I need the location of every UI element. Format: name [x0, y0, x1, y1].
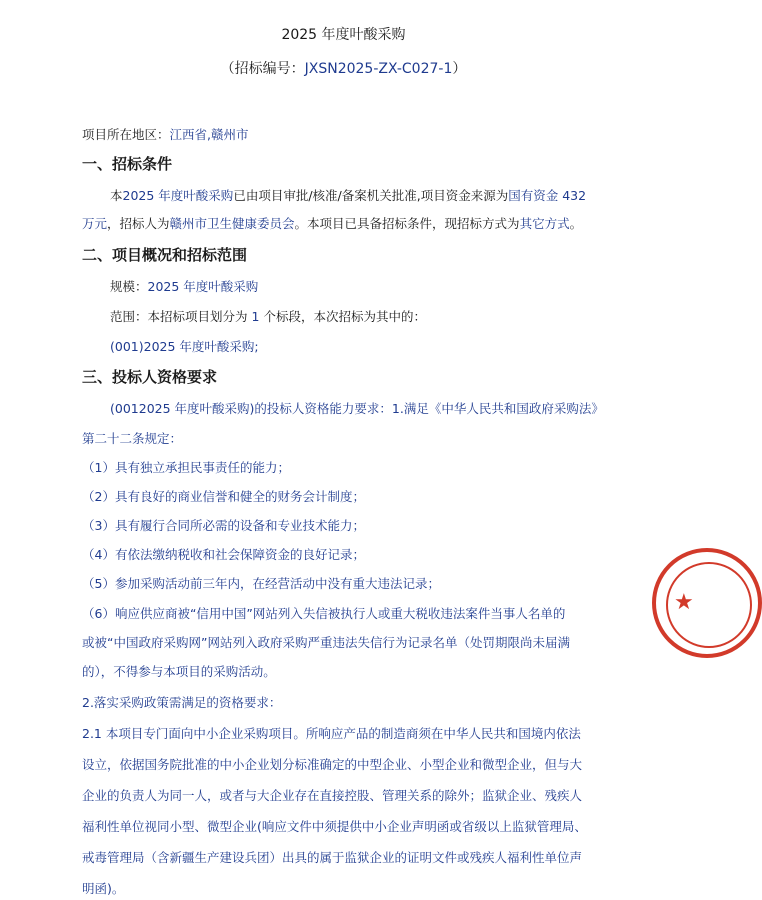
policy-line: 福利性单位视同小型、微型企业(响应文件中须提供中小企业声明函或省级以上监狱管理局、: [82, 819, 587, 834]
section1-line1: [110, 186, 586, 204]
section1-heading: 一、招标条件: [82, 155, 173, 173]
location-line: [82, 125, 249, 143]
policy-line: 明函)。: [82, 881, 125, 896]
section2-heading: 二、项目概况和招标范围: [82, 246, 248, 264]
s1-text-d: 。本项目已具备招标条件，现招标方式为: [294, 216, 520, 231]
section1-line2: [82, 214, 582, 232]
scope-count: 1: [251, 309, 260, 324]
policy-line: 设立，依据国务院批准的中小企业划分标准确定的中型企业、小型企业和微型企业，但与大: [82, 757, 583, 772]
qual-item: （1）具有独立承担民事责任的能力；: [82, 460, 290, 475]
policy-line: 戒毒管理局（含新疆生产建设兵团）出具的属于监狱企业的证明文件或残疾人福利性单位声: [82, 850, 583, 865]
location-label: 项目所在地区：: [82, 127, 170, 142]
s1-text-a: 本: [110, 188, 123, 203]
bid-number-value: JXSN2025-ZX-C027-1: [304, 61, 453, 77]
s1-text-c: 已由项目审批/核准/备案机关批准,项目资金来源为: [233, 188, 509, 203]
scale-line: [110, 277, 258, 295]
s1-project-name: 2025 年度叶酸采购: [122, 188, 234, 203]
s1-fund-unit: 万元: [82, 216, 108, 231]
qual-item: （3）具有履行合同所必需的设备和专业技术能力；: [82, 518, 365, 533]
scope-text-c: 个标段，本次招标为其中的：: [263, 309, 426, 324]
policy-line: 2.1 本项目专门面向中小企业采购项目。所响应产品的制造商须在中华人民共和国境内依法: [82, 726, 581, 741]
qual-item: （5）参加采购活动前三年内，在经营活动中没有重大违法记录；: [82, 576, 440, 591]
qual-item: 的），不得参与本项目的采购活动。: [82, 664, 276, 679]
s1-text-b: ，招标人为: [107, 216, 170, 231]
qual-intro-1: (0012025 年度叶酸采购)的投标人资格能力要求：1.满足《中华人民共和国政府采购法》: [110, 401, 604, 416]
policy-line: 企业的负责人为同一人，或者与大企业存在直接控股、管理关系的除外；监狱企业、残疾人: [82, 788, 583, 803]
scope-text-a: 范围：本招标项目划分为: [110, 309, 248, 324]
s1-text-f: 。: [569, 216, 583, 231]
qual-item: （4）有依法缴纳税收和社会保障资金的良好记录；: [82, 547, 365, 562]
bid-number: [0, 58, 687, 78]
s1-tenderer: 赣州市卫生健康委员会: [169, 216, 295, 231]
policy-heading: 2.落实采购政策需满足的资格要求：: [82, 695, 282, 710]
s1-method: 其它方式: [519, 216, 570, 231]
s1-fund-source: 国有资金 432: [508, 188, 587, 203]
qual-item: （2）具有良好的商业信誉和健全的财务会计制度；: [82, 489, 365, 504]
section3-heading: 三、投标人资格要求: [82, 368, 218, 386]
qual-item: 或被“中国政府采购网”网站列入政府采购严重违法失信行为记录名单（处罚期限尚未届满: [82, 635, 570, 650]
seal-star-icon: ★: [674, 590, 694, 615]
document-title: 2025 年度叶酸采购: [281, 27, 406, 43]
bid-number-close: ）: [452, 61, 467, 77]
lot-line: (001)2025 年度叶酸采购;: [110, 339, 259, 354]
bid-number-label: （招标编号：: [220, 61, 305, 77]
scale-value: 2025 年度叶酸采购: [147, 279, 259, 294]
location-value: 江西省,赣州市: [169, 127, 249, 142]
scale-label: 规模：: [110, 279, 148, 294]
scope-line: [110, 307, 426, 325]
qual-intro-2: 第二十二条规定：: [82, 431, 183, 446]
red-seal-stamp: [652, 548, 762, 658]
qual-item: （6）响应供应商被“信用中国”网站列入失信被执行人或重大税收违法案件当事人名单的: [82, 606, 566, 621]
